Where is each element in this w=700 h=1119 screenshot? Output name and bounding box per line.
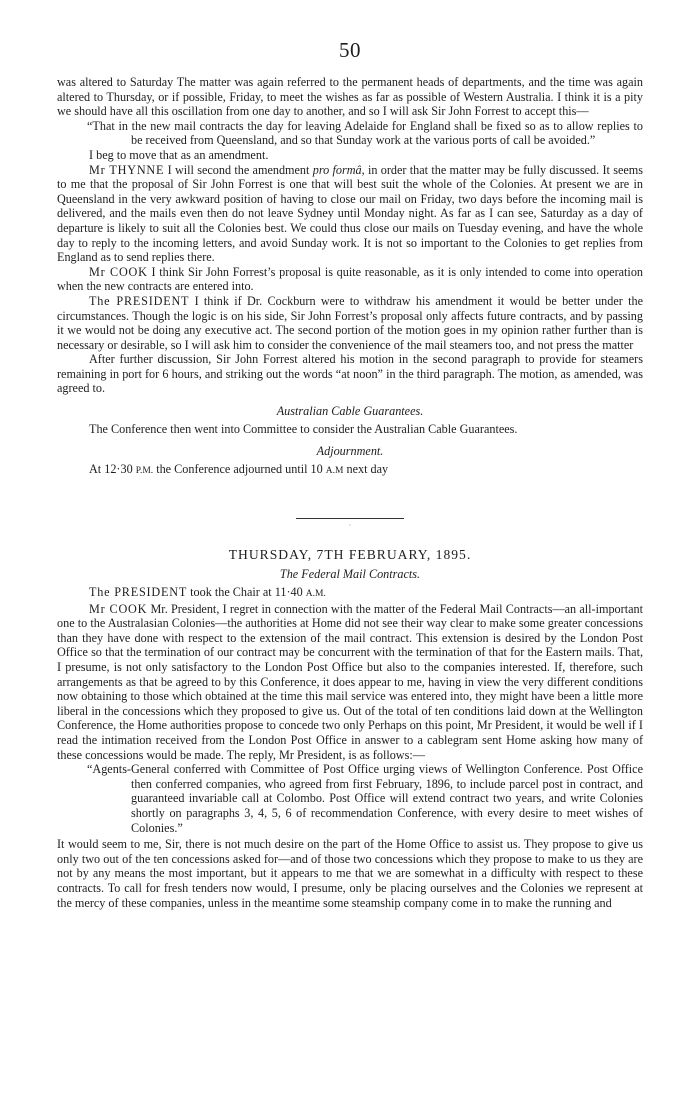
speaker-name: The PRESIDENT (89, 585, 188, 600)
paragraph: The Conference then went into Committee to consider the Australian Cable Guarantees. (89, 421, 518, 436)
page-number: 50 (339, 38, 361, 62)
section-heading: Adjournment. (316, 444, 384, 459)
text-run: I will second the amendment (164, 162, 313, 177)
time-suffix: A.M. (305, 589, 326, 600)
text-run: took the Chair at 11·40 (187, 585, 306, 600)
text-run: the Conference adjourned until 10 (153, 461, 326, 476)
paragraph (57, 294, 643, 352)
speaker-name: Mr THYNNE (89, 162, 165, 177)
document-page (57, 38, 643, 910)
paragraph (57, 163, 643, 265)
divider-mark: · (348, 521, 352, 531)
quoted-motion: “That in the new mail contracts the day for leaving Adelaide for England shall be fixed so as to allow replies to be received from Queensland, and so that Sunday work at the various ports of call be avoided.” (87, 118, 643, 148)
section-heading: The Federal Mail Contracts. (279, 567, 421, 582)
section-heading: Australian Cable Guarantees. (276, 404, 424, 419)
time-suffix: A.M (325, 465, 344, 476)
text-run: I think if Dr. Cockburn were to withdraw his amendment it would be better under the circumstances. Though the logic is on his side, Sir John Forrest’s proposal only affects future contracts, and by passing it we would not be doing any executive act. The second portion of the motion goes in my opinion rather further than is necessary or desirable, so I will ask him to consider the convenience of the mail steamers too, and not press the matter (57, 293, 644, 352)
time-suffix: P.M. (135, 465, 154, 476)
text-run: , in order that the matter may be fully discussed. It seems to me that the proposal of Sir John Forrest is one that will best suit the whole of the Colonies. At present we are in Queensland in the very awkward position of having to close our mail on Friday, two days before the incoming mail is delivered, and the mails even then do not leave Sydney until Monday night. As far as I can see, Saturday as a day of departure is likely to suit all the Colonies best. We could thus close our mails on Tuesday evening, and have the whole day to reply to the incoming letters, and avoid Sunday work. It is not so important to the Colonies to get replies from England as to send replies there. (57, 162, 643, 265)
italic-phrase: pro formâ (312, 162, 362, 177)
paragraph: It would seem to me, Sir, there is not much desire on the part of the Home Office to assist us. They propose to give us only two out of the ten concessions asked for—and of those two concessions which they propose to make to us they are not by any means the most important, but it appears to me that we are somewhat in a difficulty with respect to these contracts. To call for fresh tenders now would, I presume, only be placing ourselves and the Colonies we represent at the mercy of these companies, unless in the meantime some steamship company come in to make the running and (57, 837, 643, 910)
paragraph (57, 265, 643, 294)
text-run: Mr. President, I regret in connection with the matter of the Federal Mail Contracts—an all-important one to the Australasian Colonies—the authorities at Home did not see their way clear to make some greater concessions than they have done with respect to the extension of the mail contract. This extension is desired by the London Post Office so that the termination of our contract may be concurrent with the termination of that for the Eastern mails. That, I presume, is not only satisfactory to the London Post Office but also to the companies interested. If, therefore, such arrangements as that be agreed to by this Conference, it does appear to me, having in view the very different conditions now obtaining to those which obtained at the time this mail service was entered into, they might have been a little more liberal in the concessions which they proposed to give us. Out of the total of ten conditions laid down at the Wellington Conference, the Home authorities propose to concede two only Perhaps on this point, Mr President, it would be well if I read the intimation received from the London Post Office in answer to a cablegram sent Home asking how many of these concessions would be made. The reply, Mr President, is as follows:— (57, 601, 643, 762)
paragraph (57, 462, 643, 479)
section-divider (296, 518, 404, 519)
paragraph (57, 585, 643, 602)
quoted-cablegram: “Agents-General conferred with Committee of Post Office urging views of Wellington Conference. Post Office then conferred companies, who agreed from first February, 1896, to include parcel post in contract, and guaranteed invariable call at Colombo. Post Office will extend contract two years, and write Colonies shortly on paragraphs 3, 4, 5, 6 of recommendation Conference, with every desire to meet wishes of Colonies.” (87, 762, 643, 835)
text-run: At 12·30 (89, 461, 136, 476)
text-run: next day (343, 461, 389, 476)
text-run: I think Sir John Forrest’s proposal is quite reasonable, as it is only intended to come into operation when the new contracts are entered into. (57, 264, 644, 294)
paragraph (57, 602, 643, 763)
paragraph: I beg to move that as an amendment. (89, 147, 269, 162)
paragraph: was altered to Saturday The matter was again referred to the permanent heads of departments, and the time was again altered to Thursday, or if possible, Friday, to meet the wishes as far as possible of Western Australia. I think it is a pity we should have all this oscillation from one day to another, and so I will ask Sir John Forrest to accept this— (57, 75, 643, 119)
speaker-name: The PRESIDENT (89, 293, 190, 308)
speaker-name: Mr COOK (89, 264, 148, 279)
paragraph: After further discussion, Sir John Forrest altered his motion in the second paragraph to provide for steamers remaining in port for 6 hours, and striking out the words “at noon” in the third paragraph. The motion, as amended, was agreed to. (57, 352, 643, 396)
day-heading: THURSDAY, 7TH FEBRUARY, 1895. (228, 547, 472, 563)
speaker-name: Mr COOK (89, 601, 148, 616)
